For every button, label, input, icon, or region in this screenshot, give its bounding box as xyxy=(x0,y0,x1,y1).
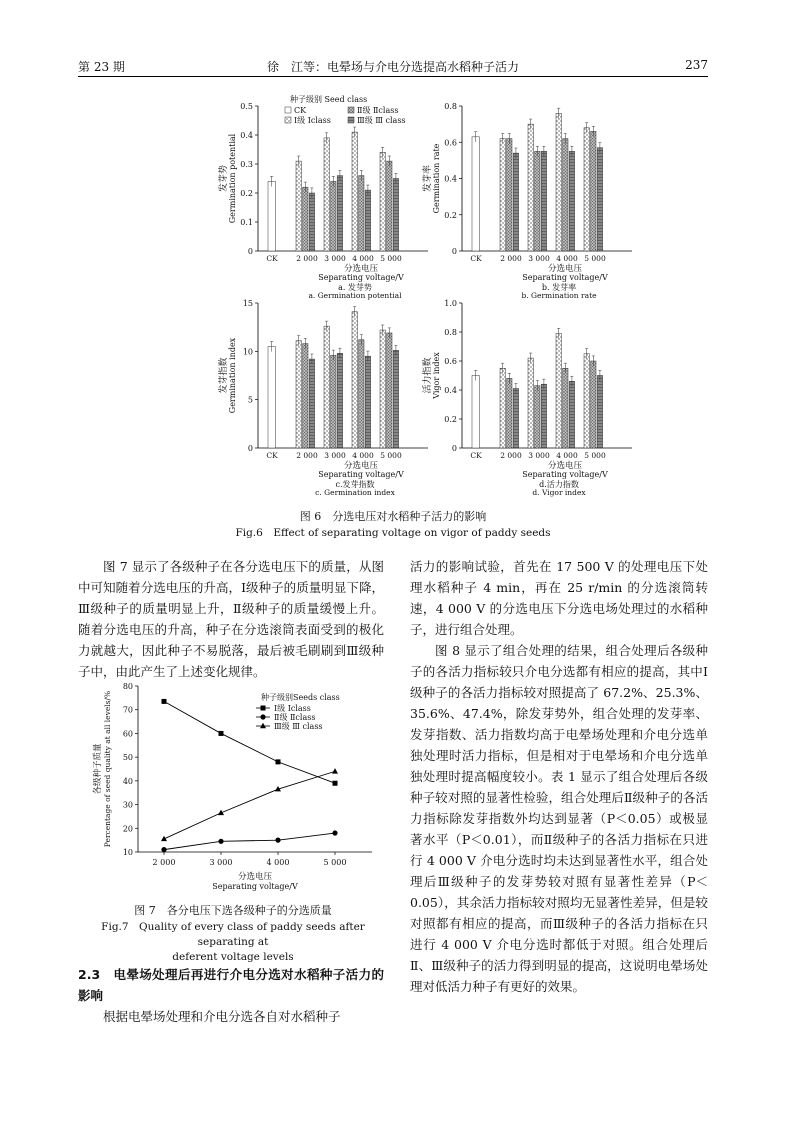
bar xyxy=(352,312,357,448)
x-tick-label: 3 000 xyxy=(324,254,346,263)
y-tick-label: 15 xyxy=(242,299,253,308)
legend-swatch xyxy=(285,117,291,123)
y-tick-label: 30 xyxy=(122,800,133,810)
point xyxy=(333,781,338,786)
x-tick-label: 2 000 xyxy=(296,254,318,263)
subcaption-cn: c.发芽指数 xyxy=(335,480,375,489)
subcaption-en: c. Germination index xyxy=(315,488,395,497)
x-tick-label: 3 000 xyxy=(209,858,233,867)
bar xyxy=(556,333,561,448)
point xyxy=(219,731,224,736)
legend-label: Ⅱ级 Ⅱclass xyxy=(357,106,399,115)
bar xyxy=(359,176,364,251)
running-title: 徐 江等：电晕场与介电分选提高水稻种子活力 xyxy=(266,60,519,74)
figure-6 xyxy=(0,80,794,510)
y-tick-label: 20 xyxy=(122,824,133,834)
y-tick-label: 0.4 xyxy=(444,386,457,395)
series-path xyxy=(164,833,335,850)
x-tick-label: 4 000 xyxy=(556,451,578,460)
x-tick-label: 2 000 xyxy=(500,254,522,263)
x-tick-label: CK xyxy=(470,254,482,263)
bar xyxy=(563,139,568,251)
y-tick-label: 5 xyxy=(247,395,253,405)
legend-label: Ⅰ级 Ⅰclass xyxy=(274,704,311,713)
panel-2 xyxy=(421,102,632,300)
series-path xyxy=(164,771,335,839)
bar xyxy=(337,353,342,448)
y-tick-label: 60 xyxy=(122,729,133,739)
paragraph: 图 7 显示了各级种子在各分选电压下的质量，从图中可知随着分选电压的升高，Ⅰ级种子的质量明显下降，Ⅲ级种子的质量明显上升，Ⅱ级种子的质量缓慢上升。随着分选电压的升高，种子在分选滚筒表面受到的极化力就越大，因此种子不易脱落，最后被毛刷刷到Ⅲ级种子中，由此产生了上述变化规律。 xyxy=(78,559,384,679)
bar xyxy=(591,361,596,448)
fig7-caption-cn: 图 7 各分电压下选各级种子的分选质量 xyxy=(134,904,332,917)
x-tick-label: 4 000 xyxy=(556,254,578,263)
x-tick-label: 3 000 xyxy=(324,451,346,460)
y-axis-label-cn: 发芽指数 xyxy=(219,357,229,394)
y-axis-label-cn: 各级种子质量 xyxy=(93,743,103,795)
point xyxy=(332,830,337,835)
y-tick-label: 10 xyxy=(122,848,133,857)
bar xyxy=(296,341,301,448)
bar xyxy=(528,358,533,448)
bar xyxy=(268,181,275,251)
bar xyxy=(513,389,518,448)
bar xyxy=(472,376,479,449)
bar xyxy=(303,187,308,251)
bar xyxy=(337,176,342,251)
y-tick-label: 0 xyxy=(247,247,253,256)
bar xyxy=(556,113,561,251)
subcaption-cn: a. 发芽势 xyxy=(338,283,372,292)
fig6-legend xyxy=(285,94,406,125)
y-tick-label: 0.2 xyxy=(240,189,253,198)
x-tick-label: 2 000 xyxy=(500,451,522,460)
y-axis-label-en: Percentage of seed quality at all levels/% xyxy=(103,690,112,848)
bar xyxy=(513,153,518,251)
y-tick-label: 0 xyxy=(451,247,457,256)
x-tick-label: 2 000 xyxy=(152,858,176,867)
subcaption-en: a. Germination potential xyxy=(308,291,402,300)
y-tick-label: 0.4 xyxy=(240,131,253,140)
x-axis-label-cn: 分选电压 xyxy=(547,264,583,274)
y-tick-label: 0.8 xyxy=(444,102,457,111)
y-axis-label-en: Germination potential xyxy=(228,133,237,224)
subcaption-en: d. Vigor index xyxy=(532,488,586,497)
bar xyxy=(528,124,533,251)
bar xyxy=(268,347,275,449)
series-line xyxy=(161,830,337,852)
legend-swatch xyxy=(348,107,354,113)
bar xyxy=(535,151,540,251)
x-tick-label: 5 000 xyxy=(380,451,402,460)
x-tick-label: 5 000 xyxy=(584,254,606,263)
legend-title: 种子级别 Seed class xyxy=(290,95,368,104)
bar xyxy=(507,378,512,448)
running-header xyxy=(78,56,708,77)
legend-label: Ⅲ级 Ⅲ class xyxy=(274,722,323,731)
x-tick-label: 3 000 xyxy=(528,254,550,263)
x-axis-label-en: Separating voltage/V xyxy=(318,470,404,479)
legend-title: 种子级别Seeds class xyxy=(261,693,340,702)
y-axis-label-cn: 发芽势 xyxy=(219,164,229,193)
point xyxy=(275,838,280,843)
point xyxy=(161,847,166,852)
x-axis-label-cn: 分选电压 xyxy=(343,264,379,274)
legend-label: CK xyxy=(294,106,307,115)
y-axis-label-cn: 活力指数 xyxy=(423,357,433,394)
panel-1 xyxy=(217,102,428,300)
y-tick-label: 0.5 xyxy=(240,102,253,111)
bar xyxy=(393,179,398,252)
bar xyxy=(584,128,589,251)
point xyxy=(261,706,266,711)
x-axis-label-en: Separating voltage/V xyxy=(318,273,404,282)
bar xyxy=(541,384,546,448)
paragraph: 活力的影响试验，首先在 17 500 V 的处理电压下处理水稻种子 4 min，再在 25 r/min 的分选滚筒转速，4 000 V 的分选电压下分选电场处理过的水稻种子，进行组合处理。 xyxy=(410,559,708,637)
fig7-caption-en xyxy=(78,920,388,965)
x-tick-label: 5 000 xyxy=(584,451,606,460)
bar xyxy=(309,193,314,251)
series-line xyxy=(162,699,338,786)
x-axis-label-cn: 分选电压 xyxy=(343,461,379,471)
subcaption-en: b. Germination rate xyxy=(521,291,597,300)
y-tick-label: 0.4 xyxy=(444,174,457,184)
bar xyxy=(324,326,329,448)
bar xyxy=(387,161,392,251)
point xyxy=(260,723,266,728)
point xyxy=(162,699,167,704)
point xyxy=(332,768,338,773)
y-axis-label-cn: 发芽率 xyxy=(423,164,433,193)
panel-4 xyxy=(421,299,632,497)
bar xyxy=(591,131,596,251)
fig7-caption-en-line1: Fig.7 Quality of every class of paddy seeds after separating at xyxy=(101,921,365,948)
x-tick-label: 3 000 xyxy=(528,451,550,460)
y-axis-label-en: Germination index xyxy=(228,337,237,414)
series-line xyxy=(161,768,338,841)
y-tick-label: 0.6 xyxy=(444,357,457,366)
left-column-bottom xyxy=(78,964,384,1027)
bar xyxy=(563,368,568,448)
y-tick-label: 0.3 xyxy=(240,160,253,169)
x-tick-label: 4 000 xyxy=(352,451,374,460)
section-heading: 2.3 电晕场处理后再进行介电分选对水稻种子活力的影响 xyxy=(78,967,384,1003)
bar xyxy=(393,350,398,448)
fig6-caption-en: Fig.6 Effect of separating voltage on vigor of paddy seeds xyxy=(235,527,551,539)
page-number: 237 xyxy=(685,58,708,72)
legend-label: Ⅰ级 Ⅰclass xyxy=(294,116,331,125)
bar xyxy=(380,330,385,448)
paragraph: 图 8 显示了组合处理的结果，组合处理后各级种子的各活力指标较只介电分选都有相应的提高，其中Ⅰ级种子的各活力指标较对照提高了 67.2%、25.3%、35.6%、47.4%，除发芽势外，组合处理的发芽率、发芽指数、活力指数均高于电晕场处理和介电分选单独处理时活力指标，但是相对于电晕场和介电分选单独处理时提高幅度较小。表 1 显示了组合处理后各级种子较对照的显著性检验，组合处理后Ⅱ级种子的各活力指标除发芽指数外均达到显著（P＜0.05）或极显著水平（P＜0.01），而Ⅱ级种子的各活力指标在只进行 4 000 V 介电分选时均未达到显著性水平，组合处理后Ⅲ级种子的发芽势较对照有显著性差异（P＜0.05），其余活力指标较对照均无显著性差异，但是较对照都有相应的提高，而Ⅲ级种子的各活力指标在只进行 4 000 V 介电分选时都低于对照。组合处理后Ⅱ、Ⅲ级种子的活力得到明显的提高，这说明电晕场处理对低活力种子有更好的效果。 xyxy=(410,643,708,994)
bar xyxy=(569,151,574,251)
legend-label: Ⅱ级 Ⅱclass xyxy=(274,713,316,722)
point xyxy=(276,759,281,764)
y-tick-label: 10 xyxy=(242,347,253,357)
subcaption-cn: d.活力指数 xyxy=(539,480,579,489)
bar xyxy=(365,356,370,448)
bar xyxy=(584,354,589,448)
bar xyxy=(309,359,314,448)
x-tick-label: CK xyxy=(470,451,482,460)
bar xyxy=(535,386,540,448)
fig7-legend xyxy=(256,692,340,731)
issue-number: 第 23 期 xyxy=(78,60,125,74)
point xyxy=(260,714,265,719)
figure-7 xyxy=(78,680,388,900)
left-column xyxy=(78,556,384,682)
fig7-caption-en-line2: deferent voltage levels xyxy=(172,951,294,963)
bar xyxy=(324,138,329,251)
x-axis-label-en: Separating voltage/V xyxy=(522,273,608,282)
bar xyxy=(380,152,385,251)
x-tick-label: 2 000 xyxy=(296,451,318,460)
y-tick-label: 0 xyxy=(451,444,457,453)
x-axis-label-cn: 分选电压 xyxy=(547,461,583,471)
y-tick-label: 50 xyxy=(122,753,133,763)
bar xyxy=(331,355,336,448)
bar xyxy=(500,368,505,448)
bar xyxy=(331,181,336,251)
legend-swatch xyxy=(285,107,291,113)
x-tick-label: CK xyxy=(266,254,278,263)
x-tick-label: 4 000 xyxy=(352,254,374,263)
point xyxy=(218,839,223,844)
x-axis-label-cn: 分选电压 xyxy=(237,872,273,882)
y-tick-label: 0.1 xyxy=(240,218,253,227)
y-tick-label: 80 xyxy=(122,682,133,691)
y-tick-label: 1.0 xyxy=(444,299,457,308)
y-tick-label: 0.6 xyxy=(444,138,457,148)
y-axis-label-en: Germination rate xyxy=(432,143,441,214)
bar xyxy=(472,137,479,251)
bar xyxy=(507,139,512,251)
paragraph: 根据电晕场处理和介电分选各自对水稻种子 xyxy=(103,1009,341,1024)
bar xyxy=(352,132,357,251)
y-tick-label: 0.2 xyxy=(444,210,457,220)
x-tick-label: CK xyxy=(266,451,278,460)
y-axis-label-en: Vigor index xyxy=(432,352,441,399)
bar xyxy=(359,340,364,448)
fig6-caption-cn: 图 6 分选电压对水稻种子活力的影响 xyxy=(299,510,487,523)
legend-label: Ⅲ级 Ⅲ class xyxy=(357,116,406,125)
y-tick-label: 40 xyxy=(122,776,133,786)
bar xyxy=(597,148,602,251)
y-tick-label: 0 xyxy=(247,444,253,453)
x-tick-label: 4 000 xyxy=(266,858,290,867)
legend-swatch xyxy=(348,117,354,123)
bar xyxy=(303,344,308,448)
y-tick-label: 70 xyxy=(122,705,133,715)
bar xyxy=(365,190,370,251)
bar xyxy=(597,376,602,449)
subcaption-cn: b. 发芽率 xyxy=(541,283,577,292)
y-tick-label: 0.2 xyxy=(444,415,457,424)
right-column xyxy=(410,556,708,997)
x-tick-label: 5 000 xyxy=(323,858,347,867)
bar xyxy=(296,161,301,251)
x-tick-label: 5 000 xyxy=(380,254,402,263)
x-axis-label-en: Separating voltage/V xyxy=(212,882,298,891)
bar xyxy=(569,381,574,448)
bar xyxy=(387,333,392,448)
bar xyxy=(500,139,505,251)
x-axis-label-en: Separating voltage/V xyxy=(522,470,608,479)
panel-3 xyxy=(217,299,428,497)
y-tick-label: 0.8 xyxy=(444,328,457,337)
bar xyxy=(541,151,546,251)
